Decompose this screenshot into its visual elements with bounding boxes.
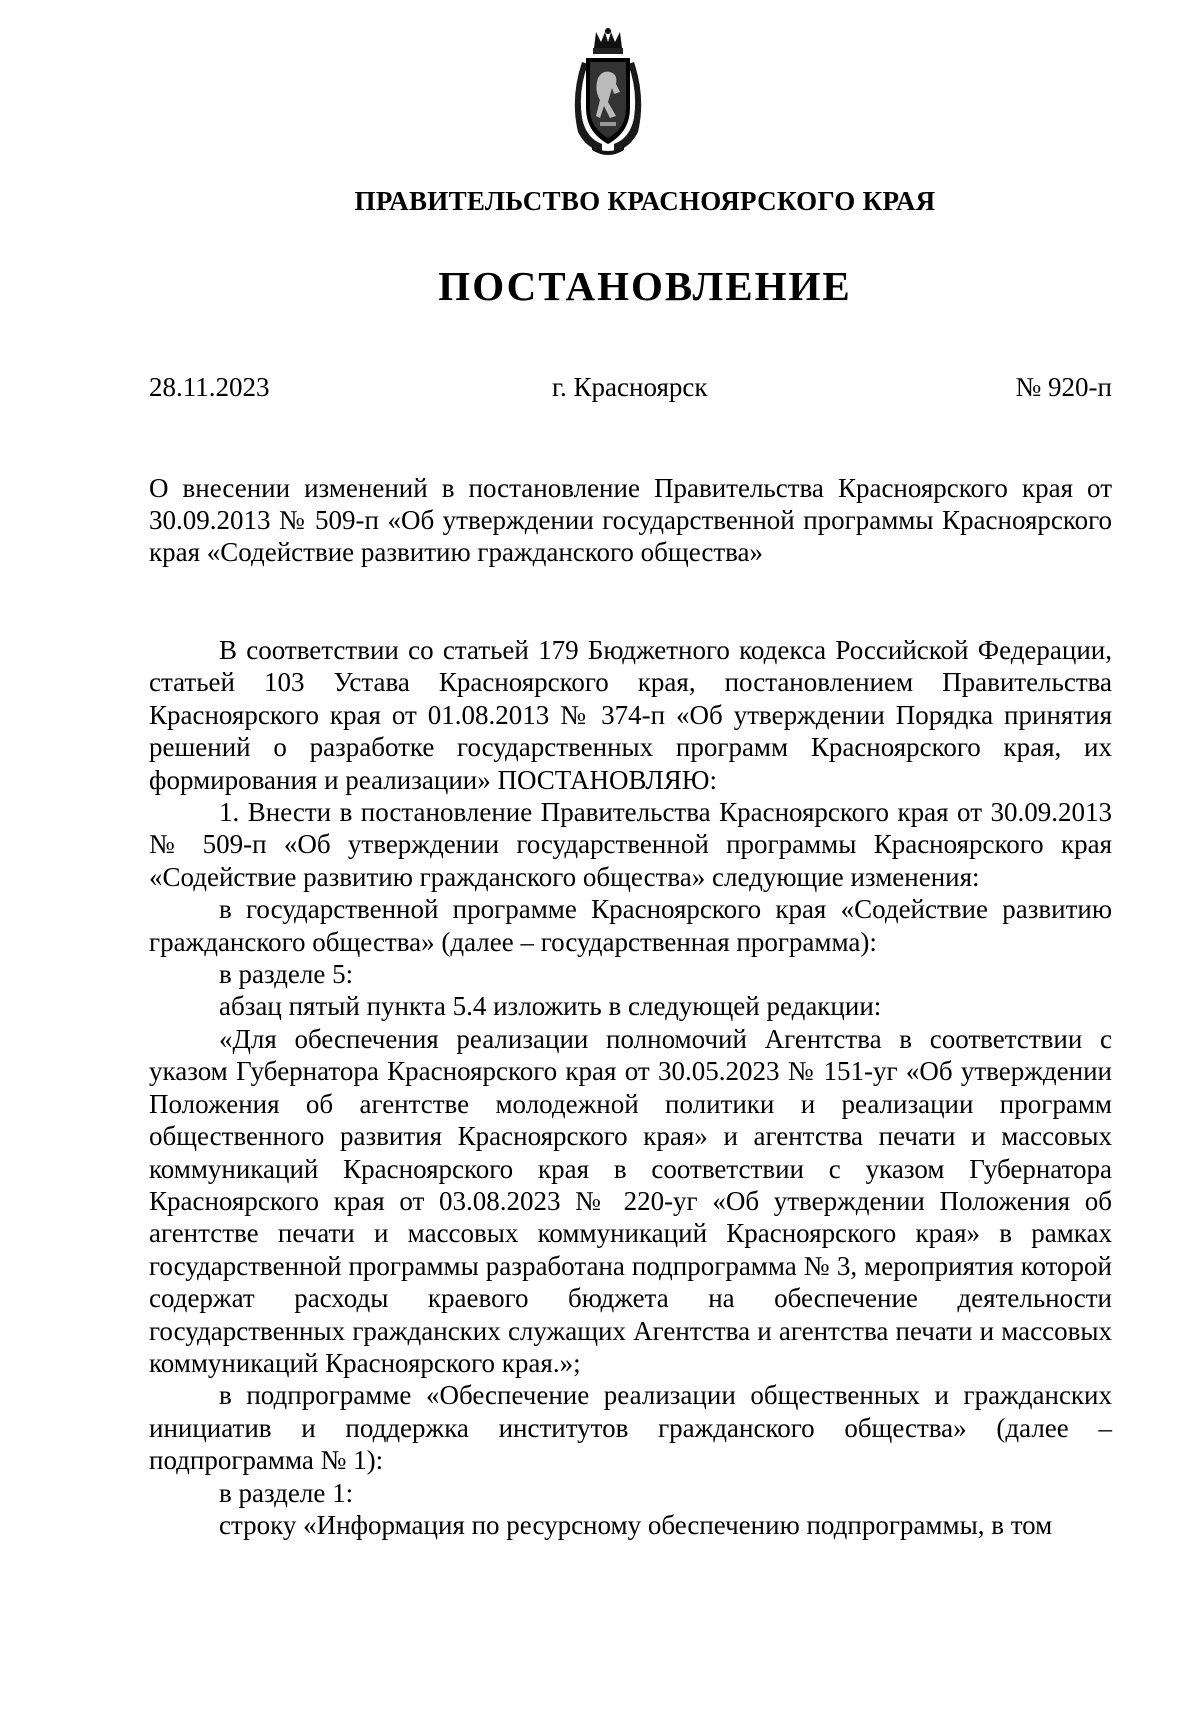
document-city: г. Красноярск (552, 372, 708, 402)
paragraph: абзац пятый пункта 5.4 изложить в следующей редакции: (219, 991, 882, 1022)
paragraph: «Для обеспечения реализации полномочий Агентства в соответствии с указом Губернатора Красноярского края от 30.05.2023 № 151-уг «Об утверждении Положения об агентстве молодежной политики и реализации программ общественного развития Красноярского края» и агентства печати и массовых коммуникаций Красноярского края в соответствии с указом Губернатора Красноярского края от 03.08.2023 № 220-уг «Об утверждении Положения об агентстве печати и массовых коммуникаций Красноярского края» в рамках государственной программы разработана подпрограмма № 3, мероприятия которой содержат расходы краевого бюджета на обеспечение деятельности государственных гражданских служащих Агентства и агентства печати и массовых коммуникаций Красноярского края.»; (149, 1023, 1112, 1378)
document-body (149, 634, 1112, 1541)
document-number: № 920-п (1015, 372, 1112, 402)
paragraph: в разделе 5: (219, 959, 354, 990)
paragraph: В соответствии со статьей 179 Бюджетного кодекса Российской Федерации, статьей 103 Устава Красноярского края, постановлением Правительства Красноярского края от 01.08.2013 № 374-п «Об утверждении Порядка принятия решений о разработке государственных программ Красноярского края, их формирования и реализации» ПОСТАНОВЛЯЮ: (149, 635, 1112, 795)
document-meta-row (149, 372, 1112, 403)
document-date: 28.11.2023 (149, 372, 270, 402)
coat-of-arms-icon (568, 28, 648, 156)
paragraph: в подпрограмме «Обеспечение реализации общественных и гражданских инициатив и поддержка институтов гражданского общества» (далее – подпрограмма № 1): (149, 1380, 1112, 1476)
paragraph: в разделе 1: (219, 1477, 354, 1508)
paragraph: 1. Внести в постановление Правительства Красноярского края от 30.09.2013 № 509-п «Об утверждении государственной программы Красноярского края «Содействие развитию гражданского общества» следующие изменения: (149, 797, 1112, 892)
organization-name: ПРАВИТЕЛЬСТВО КРАСНОЯРСКОГО КРАЯ (354, 186, 936, 216)
document-title: О внесении изменений в постановление Правительства Красноярского края от 30.09.2013 № 509-п «Об утверждении государственной программы Красноярского края «Содействие развитию гражданского общества» (149, 473, 1112, 567)
paragraph: строку «Информация по ресурсному обеспечению подпрограммы, в том (219, 1509, 1053, 1540)
document-type-heading: ПОСТАНОВЛЕНИЕ (438, 263, 852, 309)
paragraph: в государственной программе Красноярского края «Содействие развитию гражданского общества» (далее – государственная программа): (149, 894, 1112, 957)
